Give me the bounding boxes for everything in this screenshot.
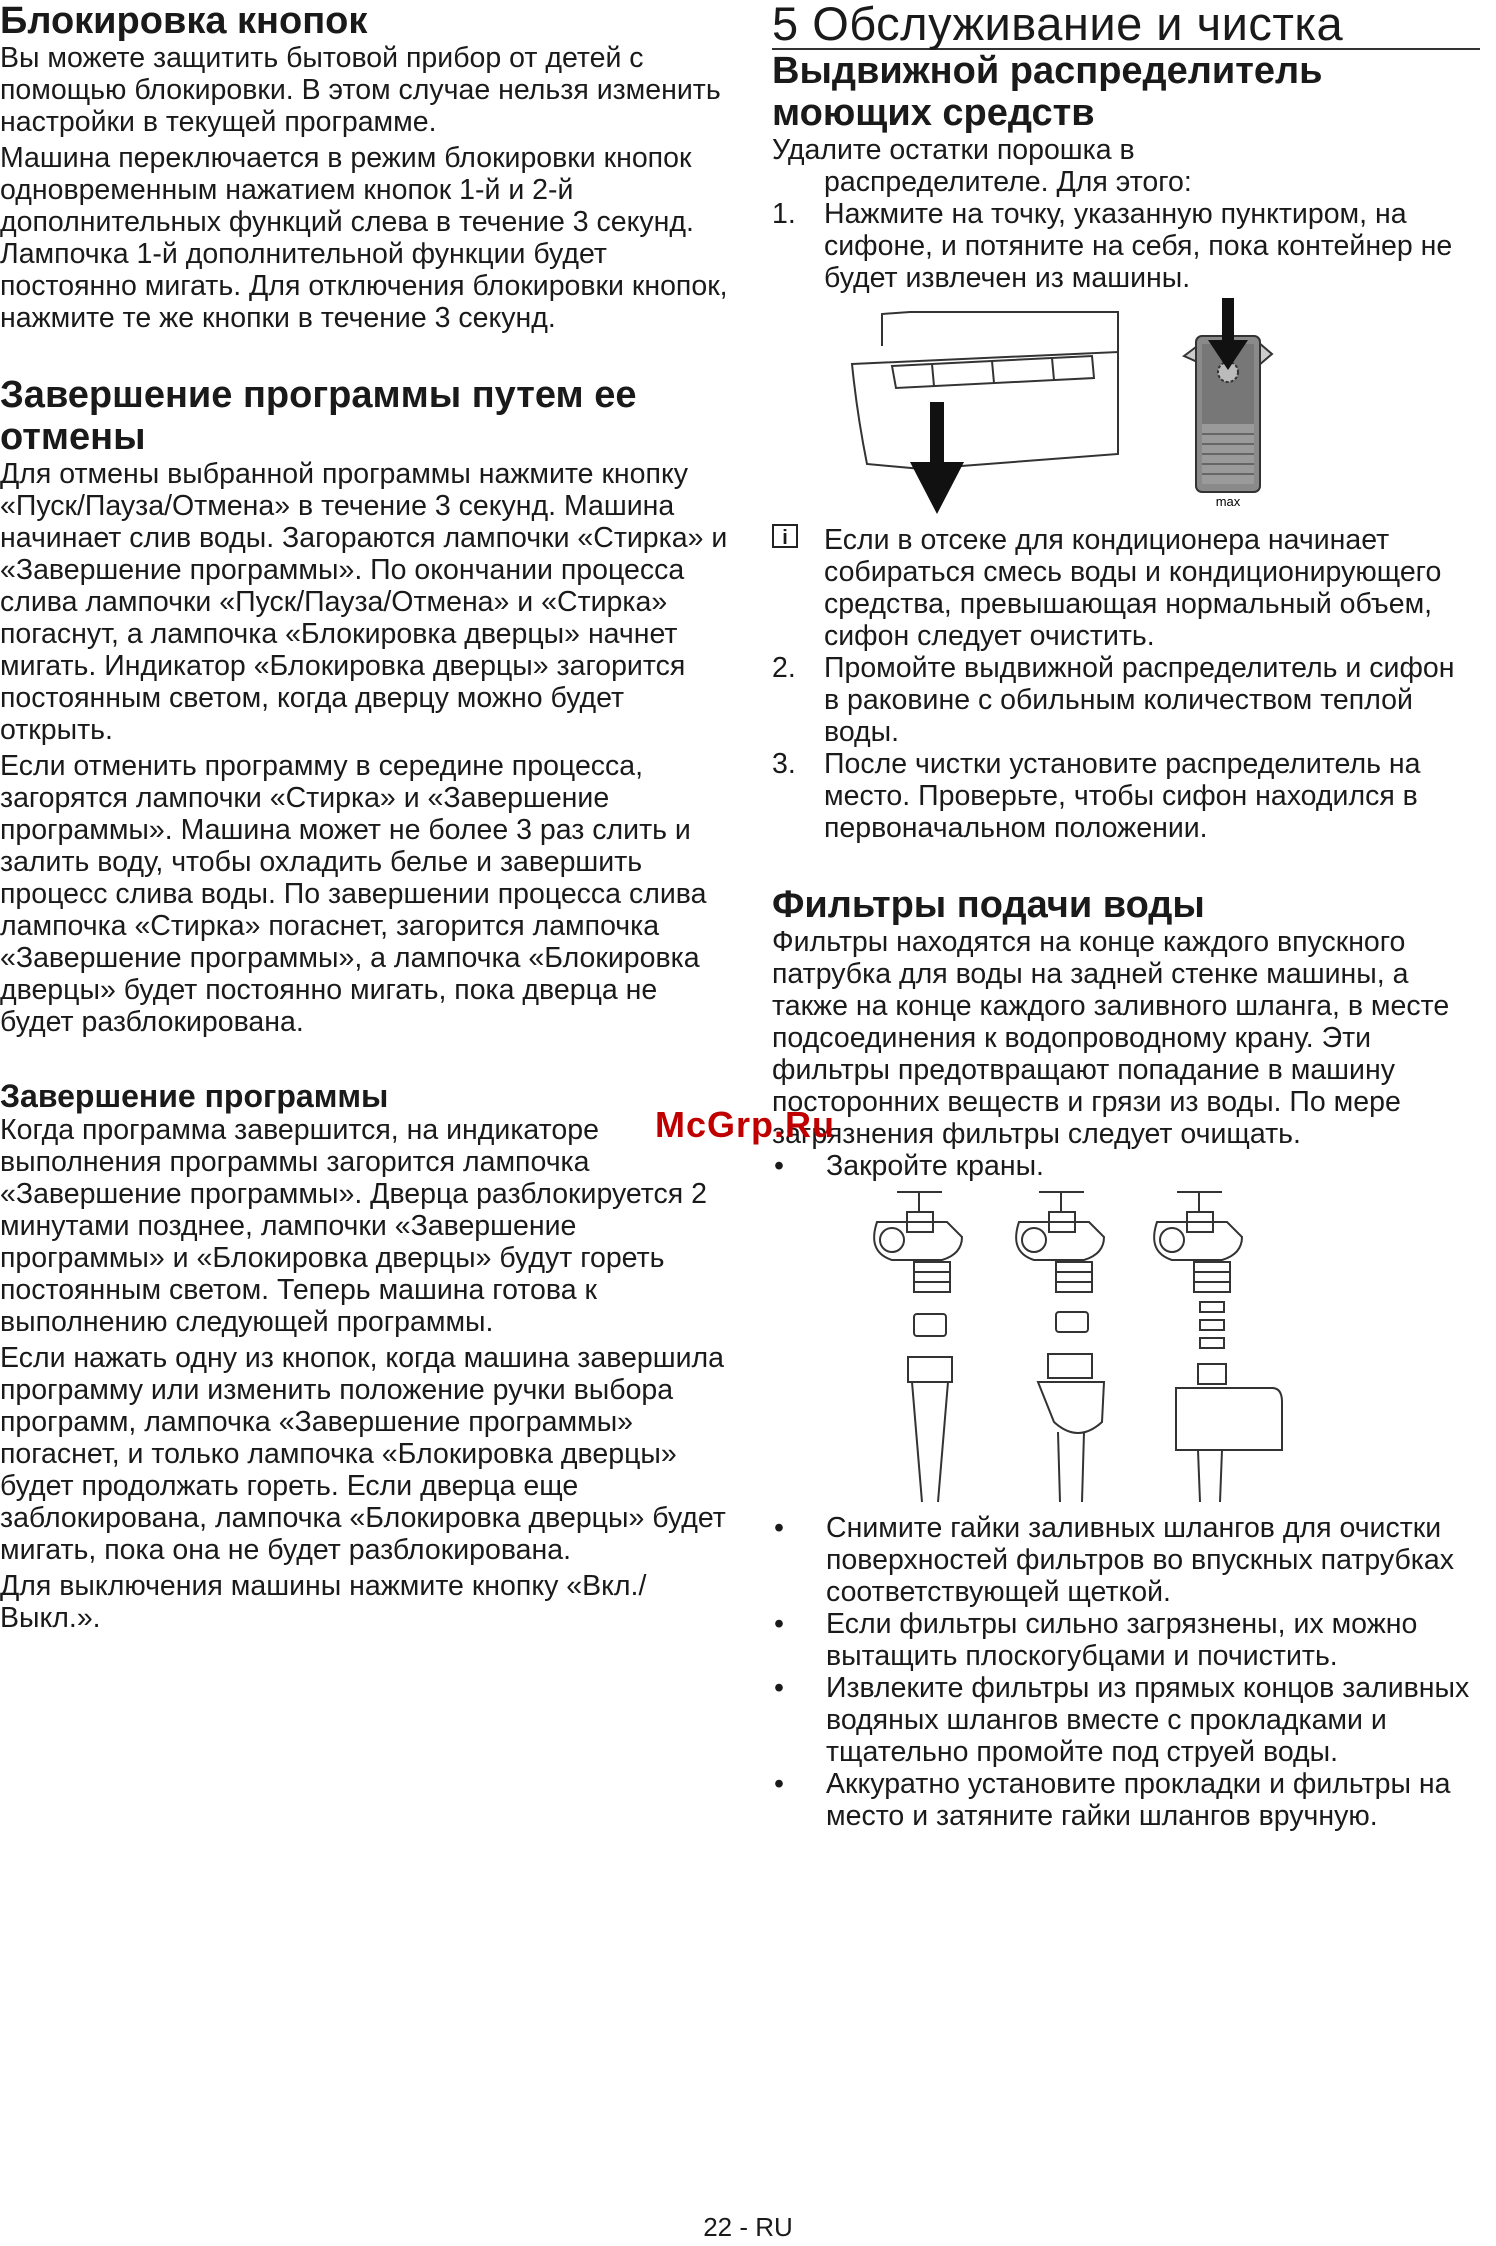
bullet-text: Если фильтры сильно загрязнены, их можно вытащить плоскогубцами и почистить. bbox=[826, 1608, 1418, 1672]
numbered-step bbox=[772, 198, 1472, 294]
paragraph: Когда программа завершится, на индикаторе выполнения программы загорится лампочка «Завершение программы». Дверца разблокируется 2 минутами позднее, лампочки «Завершение программы» и «Блокировка дверцы» будут гореть постоянным светом. Теперь машина готова к выполнению следующей программы. bbox=[0, 1114, 707, 1338]
section-title-water-filters: Фильтры подачи воды bbox=[772, 884, 1205, 926]
bullet-text: Аккуратно установите прокладки и фильтры на место и затяните гайки шлангов вручную. bbox=[826, 1768, 1451, 1832]
intro-line: распределителе. Для этого: bbox=[824, 166, 1192, 198]
bullet-mark: • bbox=[774, 1512, 784, 1544]
dispenser-illustration bbox=[772, 294, 1472, 534]
section-title-cancel-program: Завершение программы путем ее отмены bbox=[0, 374, 637, 458]
right-column bbox=[772, 0, 1472, 1832]
intro-line: Удалите остатки порошка в bbox=[772, 134, 1135, 166]
chapter-title: 5 Обслуживание и чистка bbox=[772, 0, 1480, 50]
bullet-item bbox=[772, 1672, 1472, 1768]
section-title-button-lock: Блокировка кнопок bbox=[0, 0, 368, 42]
paragraph: Вы можете защитить бытовой прибор от детей с помощью блокировки. В этом случае нельзя изменить настройки в текущей программе. bbox=[0, 42, 721, 138]
siphon-label: max bbox=[1215, 494, 1241, 509]
bullet-text: Снимите гайки заливных шлангов для очистки поверхностей фильтров во впускных патрубках соответствующей щеткой. bbox=[826, 1512, 1454, 1608]
section-title-dispenser: Выдвижной распределитель моющих средств bbox=[772, 50, 1323, 134]
left-column bbox=[0, 0, 730, 1634]
paragraph: Если отменить программу в середине процесса, загорятся лампочки «Стирка» и «Завершение программы». Машина может не более 3 раз слить и залить воду, чтобы охладить белье и завершить процесс слива воды. По завершении процесса слива лампочка «Стирка» погаснет, загорится лампочка «Завершение программы», а лампочка «Блокировка дверцы» будет постоянно мигать, пока дверца не будет разблокирована. bbox=[0, 750, 707, 1038]
bullet-text: Закройте краны. bbox=[826, 1150, 1044, 1182]
paragraph: Для выключения машины нажмите кнопку «Вкл./Выкл.». bbox=[0, 1570, 647, 1634]
step-text: После чистки установите распределитель на место. Проверьте, чтобы сифон находился в первоначальном положении. bbox=[824, 748, 1421, 844]
bullet-text: Извлеките фильтры из прямых концов заливных водяных шлангов вместе с прокладками и тщательно промойте под струей воды. bbox=[826, 1672, 1470, 1768]
paragraph: Машина переключается в режим блокировки кнопок одновременным нажатием кнопок 1-й и 2-й дополнительных функций слева в течение 3 секунд. Лампочка 1-й дополнительной функции будет постоянно мигать. Для отключения блокировки кнопок, нажмите те же кнопки в течение 3 секунд. bbox=[0, 142, 728, 334]
info-note bbox=[772, 524, 1472, 652]
section-title-program-end: Завершение программы bbox=[0, 1078, 389, 1114]
numbered-step bbox=[772, 652, 1472, 748]
info-text: Если в отсеке для кондиционера начинает собираться смесь воды и кондиционирующего средства, превышающая нормальный объем, сифон следует очистить. bbox=[824, 524, 1442, 652]
bullet-mark: • bbox=[774, 1608, 784, 1640]
numbered-step bbox=[772, 748, 1472, 844]
step-text: Нажмите на точку, указанную пунктиром, на сифоне, и потяните на себя, пока контейнер не будет извлечен из машины. bbox=[824, 198, 1453, 294]
page-footer: 22 - RU bbox=[703, 2212, 793, 2242]
bullet-mark: • bbox=[774, 1150, 784, 1182]
step-number: 3. bbox=[772, 748, 796, 780]
bullet-mark: • bbox=[774, 1672, 784, 1704]
bullet-item bbox=[772, 1512, 1472, 1608]
step-text: Промойте выдвижной распределитель и сифон в раковине с обильным количеством теплой воды. bbox=[824, 652, 1455, 748]
bullet-mark: • bbox=[774, 1768, 784, 1800]
info-icon: i bbox=[772, 524, 798, 548]
bullet-item bbox=[772, 1608, 1472, 1672]
paragraph: Если нажать одну из кнопок, когда машина завершила программу или изменить положение ручки выбора программ, лампочка «Завершение программы» погаснет, и только лампочка «Блокировка дверцы» будет продолжать гореть. Если дверца еще заблокирована, лампочка «Блокировка дверцы» будет мигать, пока она не будет разблокирована. bbox=[0, 1342, 726, 1566]
paragraph: Для отмены выбранной программы нажмите кнопку «Пуск/Пауза/Отмена» в течение 3 секунд. Машина начинает слив воды. Загораются лампочки «Стирка» и «Завершение программы». По окончании процесса слива лампочки «Пуск/Пауза/Отмена» и «Стирка» погаснут, а лампочка «Блокировка дверцы» начнет мигать. Индикатор «Блокировка дверцы» загорится постоянным светом, когда дверцу можно будет открыть. bbox=[0, 458, 728, 746]
bullet-item bbox=[772, 1768, 1472, 1832]
bullet-item bbox=[772, 1150, 1472, 1182]
watermark: McGrp.Ru bbox=[655, 1104, 836, 1145]
step-number: 1. bbox=[772, 198, 796, 230]
water-taps-illustration bbox=[772, 1182, 1472, 1512]
paragraph: Фильтры находятся на конце каждого впускного патрубка для воды на задней стенке машины, а также на конце каждого заливного шланга, в месте подсоединения к водопроводному крану. Эти фильтры предотвращают попадание в машину посторонних веществ и грязи из воды. По мере загрязнения фильтры следует очищать. bbox=[772, 926, 1450, 1150]
step-number: 2. bbox=[772, 652, 796, 684]
